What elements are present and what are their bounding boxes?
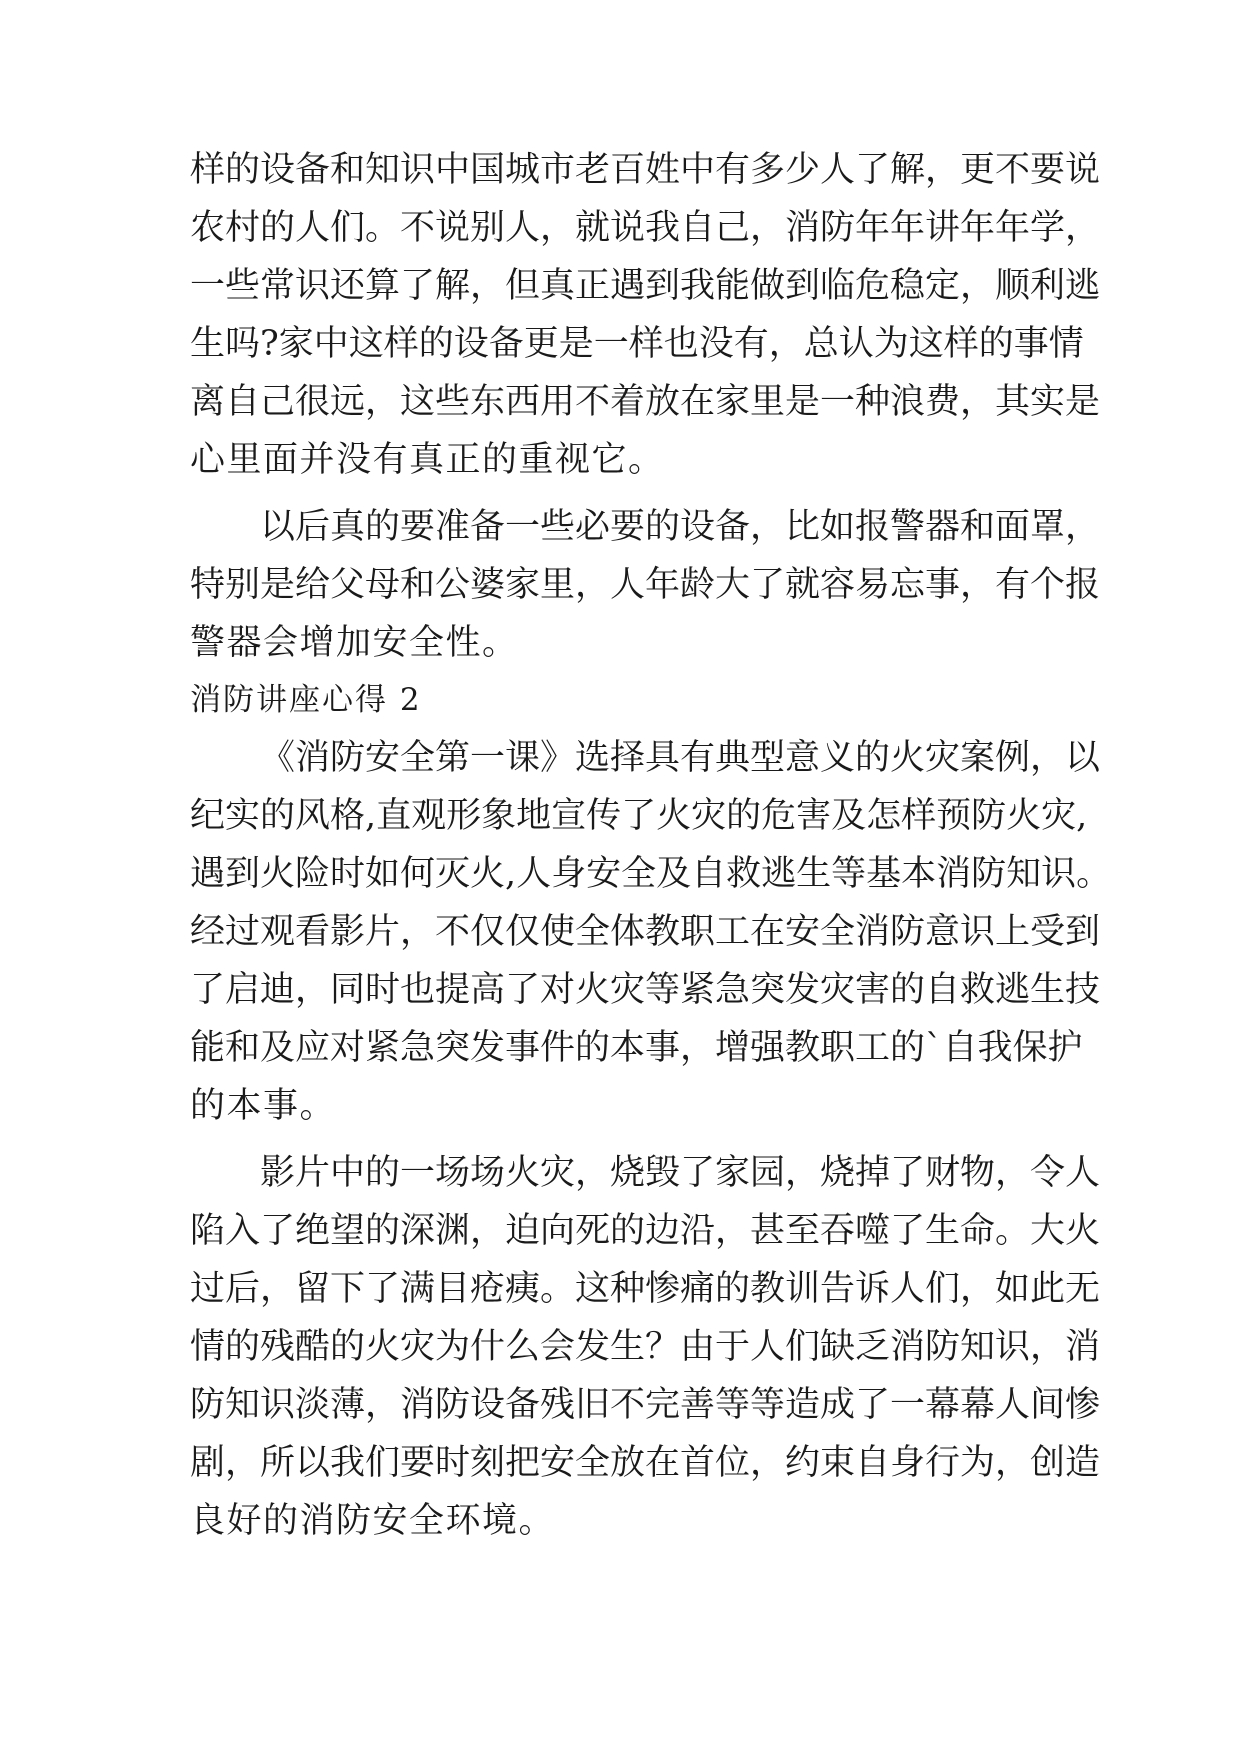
text-line: 生吗?家中这样的设备更是一样也没有，总认为这样的事情 — [190, 324, 1084, 364]
text-line: 遇到火险时如何灭火,人身安全及自救逃生等基本消防知识。 — [190, 854, 1112, 894]
text-line: 情的残酷的火灾为什么会发生？由于人们缺乏消防知识，消 — [190, 1327, 1101, 1367]
text-line: 离自己很远，这些东西用不着放在家里是一种浪费，其实是 — [190, 382, 1101, 422]
text-line: 农村的人们。不说别人，就说我自己，消防年年讲年年学， — [190, 208, 1101, 248]
text-line: 陷入了绝望的深渊，迫向死的边沿，甚至吞噬了生命。大火 — [190, 1211, 1101, 1251]
paragraph-first-line: 以后真的要准备一些必要的设备，比如报警器和面罩， — [260, 507, 1101, 547]
text-line: 了启迪，同时也提高了对火灾等紧急突发灾害的自救逃生技 — [190, 970, 1101, 1010]
text-line: 警器会增加安全性。 — [190, 623, 519, 663]
text-line: 特别是给父母和公婆家里，人年龄大了就容易忘事，有个报 — [190, 565, 1101, 605]
text-line: 良好的消防安全环境。 — [190, 1501, 556, 1541]
text-line: 能和及应对紧急突发事件的本事，增强教职工的`自我保护 — [190, 1028, 1083, 1068]
text-line: 样的设备和知识中国城市老百姓中有多少人了解，更不要说 — [190, 150, 1101, 190]
text-line: 经过观看影片，不仅仅使全体教职工在安全消防意识上受到 — [190, 912, 1101, 952]
paragraph-first-line: 影片中的一场场火灾，烧毁了家园，烧掉了财物，令人 — [260, 1153, 1101, 1193]
paragraph-first-line: 《消防安全第一课》选择具有典型意义的火灾案例，以 — [260, 738, 1101, 778]
text-line: 防知识淡薄，消防设备残旧不完善等等造成了一幕幕人间惨 — [190, 1385, 1101, 1425]
text-line: 的本事。 — [190, 1086, 337, 1126]
text-line: 心里面并没有真正的重视它。 — [190, 440, 665, 480]
text-line: 纪实的风格,直观形象地宣传了火灾的危害及怎样预防火灾, — [190, 796, 1088, 836]
section-heading: 消防讲座心得 2 — [190, 682, 422, 718]
text-line: 一些常识还算了解，但真正遇到我能做到临危稳定，顺利逃 — [190, 266, 1101, 306]
text-line: 剧，所以我们要时刻把安全放在首位，约束自身行为，创造 — [190, 1443, 1101, 1483]
text-line: 过后，留下了满目疮痍。这种惨痛的教训告诉人们，如此无 — [190, 1269, 1101, 1309]
